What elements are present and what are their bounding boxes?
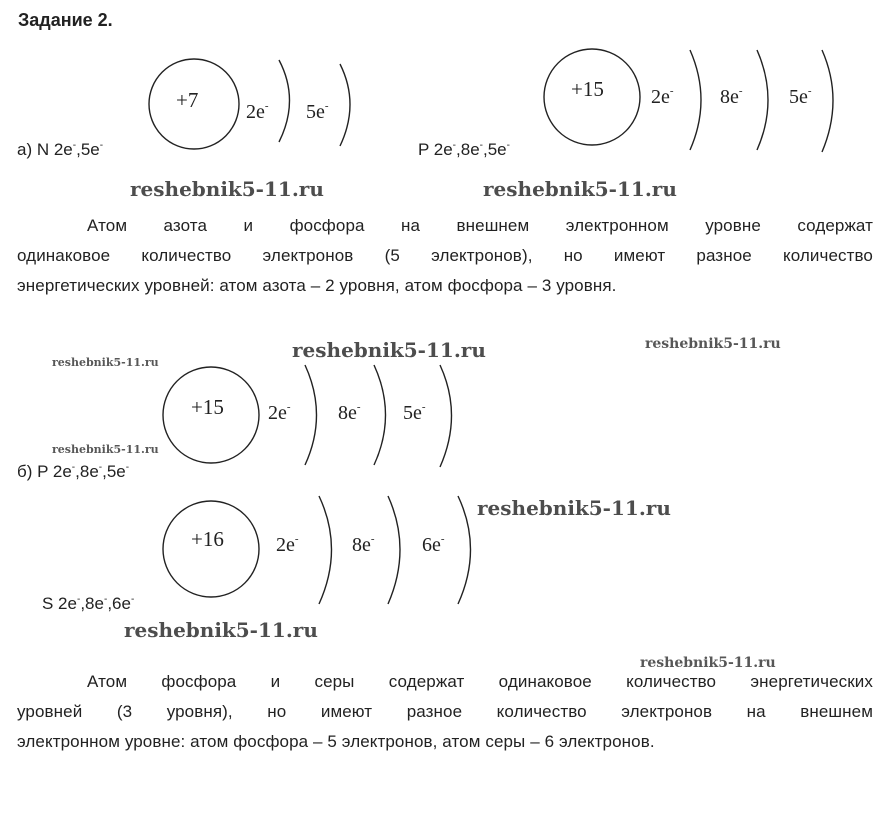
nitrogen-nucleus-charge: +7 xyxy=(176,88,199,112)
paragraph-b-line-3: электронном уровне: атом фосфора – 5 электронов, атом серы – 6 электронов. xyxy=(17,732,655,751)
watermark: reshebnik5-11.ru xyxy=(130,177,324,201)
paragraph-a-line-2: одинаковое количество электронов (5 электронов), но имеют разное количество xyxy=(17,246,873,265)
phosphorus-level-3: 5e- xyxy=(789,85,812,108)
nitrogen-level-1: 2e- xyxy=(246,100,269,123)
sulfur-level-3: 6e- xyxy=(422,533,445,556)
phosphorus-level-3: 5e- xyxy=(403,401,426,424)
nitrogen-level-2: 5e- xyxy=(306,100,329,123)
watermark: reshebnik5-11.ru xyxy=(292,338,486,362)
phosphorus-nucleus-charge: +15 xyxy=(571,77,604,101)
sulfur-shell-arc-1 xyxy=(319,496,332,604)
paragraph-b xyxy=(17,667,873,757)
sulfur-formula: S 2e-,8e-,6e- xyxy=(42,594,135,613)
sulfur-shell-arc-2 xyxy=(388,496,400,604)
watermark-small: reshebnik5-11.ru xyxy=(52,356,159,369)
phosphorus-level-2: 8e- xyxy=(720,85,743,108)
phosphorus-level-1: 2e- xyxy=(268,401,291,424)
watermark-small: reshebnik5-11.ru xyxy=(645,336,781,352)
phosphorus-formula-a: P 2e-,8e-,5e- xyxy=(418,140,510,159)
watermark: reshebnik5-11.ru xyxy=(124,618,318,642)
paragraph-a-line-3: энергетических уровней: атом азота – 2 уровня, атом фосфора – 3 уровня. xyxy=(17,276,617,295)
task-title: Задание 2. xyxy=(18,10,113,30)
sulfur-level-2: 8e- xyxy=(352,533,375,556)
watermark-small: reshebnik5-11.ru xyxy=(52,443,159,456)
phosphorus-level-1: 2e- xyxy=(651,85,674,108)
paragraph-b-line-1: Атом фосфора и серы содержат одинаковое количество энергетических xyxy=(87,672,873,691)
phosphorus-level-2: 8e- xyxy=(338,401,361,424)
phosphorus-formula-b: б) P 2e-,8e-,5e- xyxy=(17,462,130,481)
watermark: reshebnik5-11.ru xyxy=(477,496,671,520)
watermark: reshebnik5-11.ru xyxy=(483,177,677,201)
phosphorus-nucleus-charge: +15 xyxy=(191,395,224,419)
sulfur-level-1: 2e- xyxy=(276,533,299,556)
sulfur-shell-arc-3 xyxy=(458,496,471,604)
paragraph-a-line-1: Атом азота и фосфора на внешнем электронном уровне содержат xyxy=(87,216,873,235)
nitrogen-formula: а) N 2e-,5e- xyxy=(17,140,104,159)
paragraph-b-line-2: уровней (3 уровня), но имеют разное количество электронов на внешнем xyxy=(17,702,873,721)
sulfur-nucleus-charge: +16 xyxy=(191,527,224,551)
watermark-small: reshebnik5-11.ru xyxy=(640,655,776,671)
